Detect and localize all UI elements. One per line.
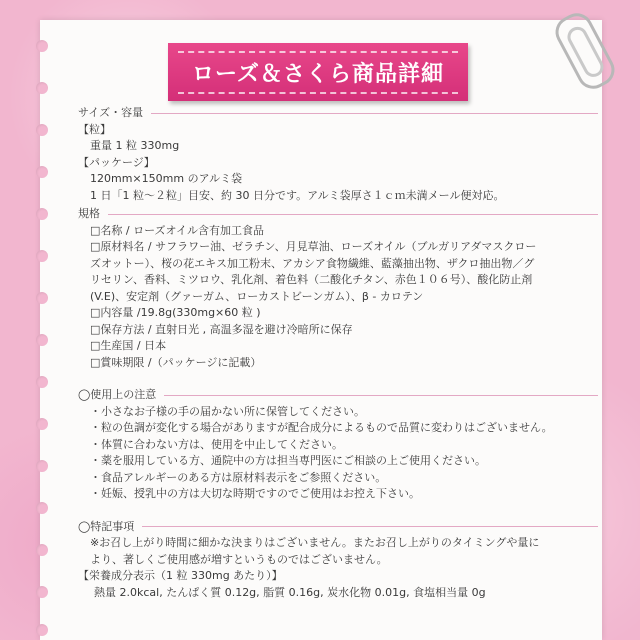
caution-item: ・薬を服用している方、通院中の方は担当専門医にご相談の上ご使用ください。	[90, 454, 486, 467]
spec-line: □内容量 /19.8g(330mg×60 粒 )	[90, 306, 261, 319]
notes-line: より、著しくご使用感が増すというものではございません。	[90, 552, 388, 566]
notes-line: ※お召し上がり時間に細かな決まりはございません。またお召し上がりのタイミングや量に	[90, 536, 540, 549]
caution-item: ・粒の色調が変化する場合がありますが配合成分によるもので品質に変わりはございません。	[90, 421, 553, 434]
caution-section-heading	[78, 387, 598, 404]
binder-hole	[36, 334, 48, 346]
caution-item: ・小さなお子様の手の届かない所に保管してください。	[90, 404, 365, 418]
heading-rule	[108, 214, 598, 215]
heading-rule	[164, 395, 598, 396]
caution-item: ・体質に合わない方は、使用を中止してください。	[90, 437, 343, 451]
spec-section-heading	[78, 206, 598, 223]
size-section-heading	[78, 105, 598, 122]
package-size: 120mm×150mm のアルミ袋	[90, 172, 243, 185]
spec-line: □名称 / ローズオイル含有加工食品	[90, 223, 264, 237]
size-heading: サイズ・容量	[78, 106, 144, 119]
binder-hole	[36, 624, 48, 636]
nutrition-label: 【栄養成分表示（1 粒 330mg あたり）】	[78, 569, 283, 582]
spec-line: □原材料名 / サフラワー油、ゼラチン、月見草油、ローズオイル（ブルガリアダマスクロー	[90, 240, 537, 253]
caution-item: ・妊娠、授乳中の方は大切な時期ですのでご使用はお控え下さい。	[90, 487, 420, 500]
binder-hole	[36, 376, 48, 388]
binder-hole	[36, 586, 48, 598]
nutrition-values: 熱量 2.0kcal, たんぱく質 0.12g, 脂質 0.16g, 炭水化物 0.01g, 食塩相当量 0g	[94, 585, 486, 599]
package-label: 【パッケージ】	[78, 155, 155, 169]
caution-heading: ◯使用上の注意	[78, 388, 157, 401]
binder-hole	[36, 460, 48, 472]
caution-item: ・食品アレルギーのある方は原材料表示をご参照ください。	[90, 470, 387, 484]
notes-section-heading	[78, 519, 598, 536]
page-title: ローズ＆さくら商品詳細	[178, 51, 458, 94]
binder-hole	[36, 418, 48, 430]
spec-line: □保存方法 / 直射日光 , 高温多湿を避け冷暗所に保存	[90, 322, 353, 336]
notes-heading: ◯特記事項	[78, 519, 135, 533]
binder-holes	[40, 20, 80, 640]
binder-hole	[36, 544, 48, 556]
binder-hole	[36, 208, 48, 220]
binder-hole	[36, 250, 48, 262]
spec-line: リセリン、香料、ミツロウ、乳化剤、着色料（二酸化チタン、赤色１０６号）、酸化防止剤	[90, 273, 533, 286]
grain-label: 【粒】	[78, 122, 111, 136]
spec-line: □賞味期限 /（パッケージに記載）	[90, 355, 262, 369]
binder-hole	[36, 166, 48, 178]
spec-heading: 規格	[78, 207, 100, 220]
binder-hole	[36, 40, 48, 52]
binder-hole	[36, 292, 48, 304]
heading-rule	[151, 113, 598, 114]
spec-line: □生産国 / 日本	[90, 339, 167, 352]
binder-hole	[36, 502, 48, 514]
grain-weight: 重量 1 粒 330mg	[90, 139, 180, 152]
heading-rule	[142, 526, 598, 527]
title-banner	[168, 43, 468, 101]
binder-hole	[36, 82, 48, 94]
spec-line: (V.E)、安定剤（グァーガム、ローカストビーンガム）、β - カロテン	[90, 289, 424, 303]
binder-hole	[36, 124, 48, 136]
product-details	[78, 103, 598, 601]
spec-line: ズオットー）、桜の花エキス加工粉末、アカシア食物繊維、藍藻抽出物、ザクロ抽出物／グ	[90, 256, 535, 270]
package-note: 1 日「1 粒～２粒」目安、約 30 日分です。アルミ袋厚さ１ｃｍ未満メール便対応。	[90, 188, 505, 202]
